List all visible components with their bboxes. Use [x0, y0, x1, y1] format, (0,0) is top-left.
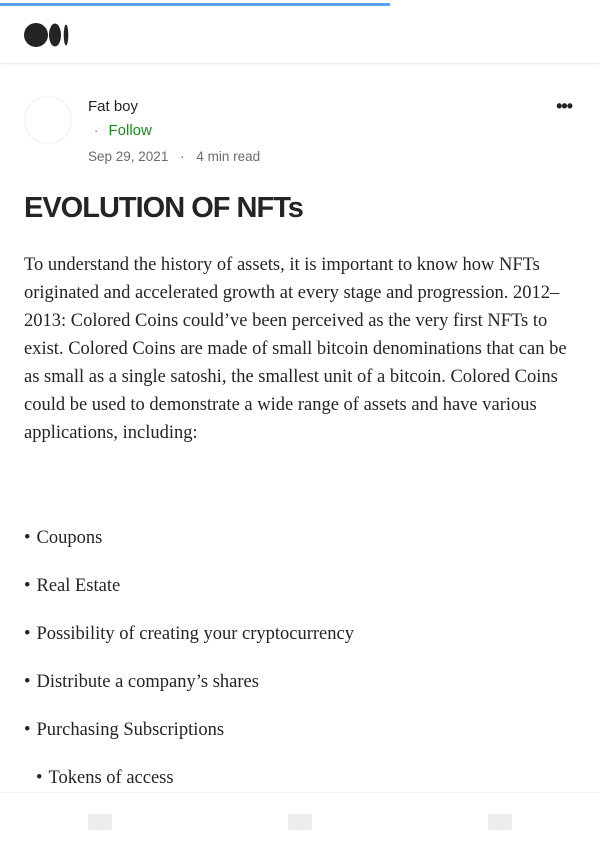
publish-date: Sep 29, 2021 — [88, 149, 169, 164]
list-item-text: Real Estate — [36, 576, 121, 596]
read-time: 4 min read — [196, 149, 261, 164]
list-item — [24, 524, 580, 572]
list-item-text: Tokens of access — [48, 768, 174, 788]
top-bar — [0, 6, 600, 64]
bullet: • — [24, 528, 31, 548]
home-icon[interactable] — [88, 814, 112, 830]
follow-wrap — [94, 122, 152, 139]
bookmark-icon[interactable] — [488, 814, 512, 830]
separator-dot: · — [94, 123, 99, 138]
list-item — [24, 668, 580, 716]
meta-separator: · — [180, 149, 185, 164]
list-item — [24, 716, 580, 764]
list-item-text: Purchasing Subscriptions — [36, 720, 225, 740]
article-meta — [88, 149, 260, 164]
more-options-icon[interactable]: ••• — [556, 96, 572, 116]
list-item — [24, 620, 580, 668]
avatar[interactable] — [24, 96, 72, 144]
bullet: • — [24, 720, 31, 740]
bullet: • — [24, 624, 31, 644]
author-name[interactable]: Fat boy — [88, 98, 139, 115]
bullet: • — [36, 768, 43, 788]
bottom-nav — [0, 792, 600, 849]
follow-button[interactable]: Follow — [108, 122, 152, 139]
search-icon[interactable] — [288, 814, 312, 830]
medium-logo-icon[interactable] — [24, 22, 70, 48]
list-item-text: Distribute a company’s shares — [36, 672, 259, 692]
list-item — [24, 572, 580, 620]
article-list — [24, 524, 580, 812]
list-item-text: Possibility of creating your cryptocurrency — [36, 624, 354, 644]
list-item-text: Coupons — [36, 528, 103, 548]
bullet: • — [24, 672, 31, 692]
author-row — [24, 96, 576, 176]
article-paragraph: To understand the history of assets, it is important to know how NFTs originated and accelerated growth at every stage and progression. 2012–2013: Colored Coins could’ve been perceived as the very first NFTs to exist. Colored Coins are made of small bitcoin denominations that can be as small as a single satoshi, the smallest unit of a bitcoin. Colored Coins could be used to demonstrate a wide range of assets and have various applications, including: — [24, 255, 567, 443]
article-title: EVOLUTION OF NFTs — [24, 192, 303, 224]
bullet: • — [24, 576, 31, 596]
